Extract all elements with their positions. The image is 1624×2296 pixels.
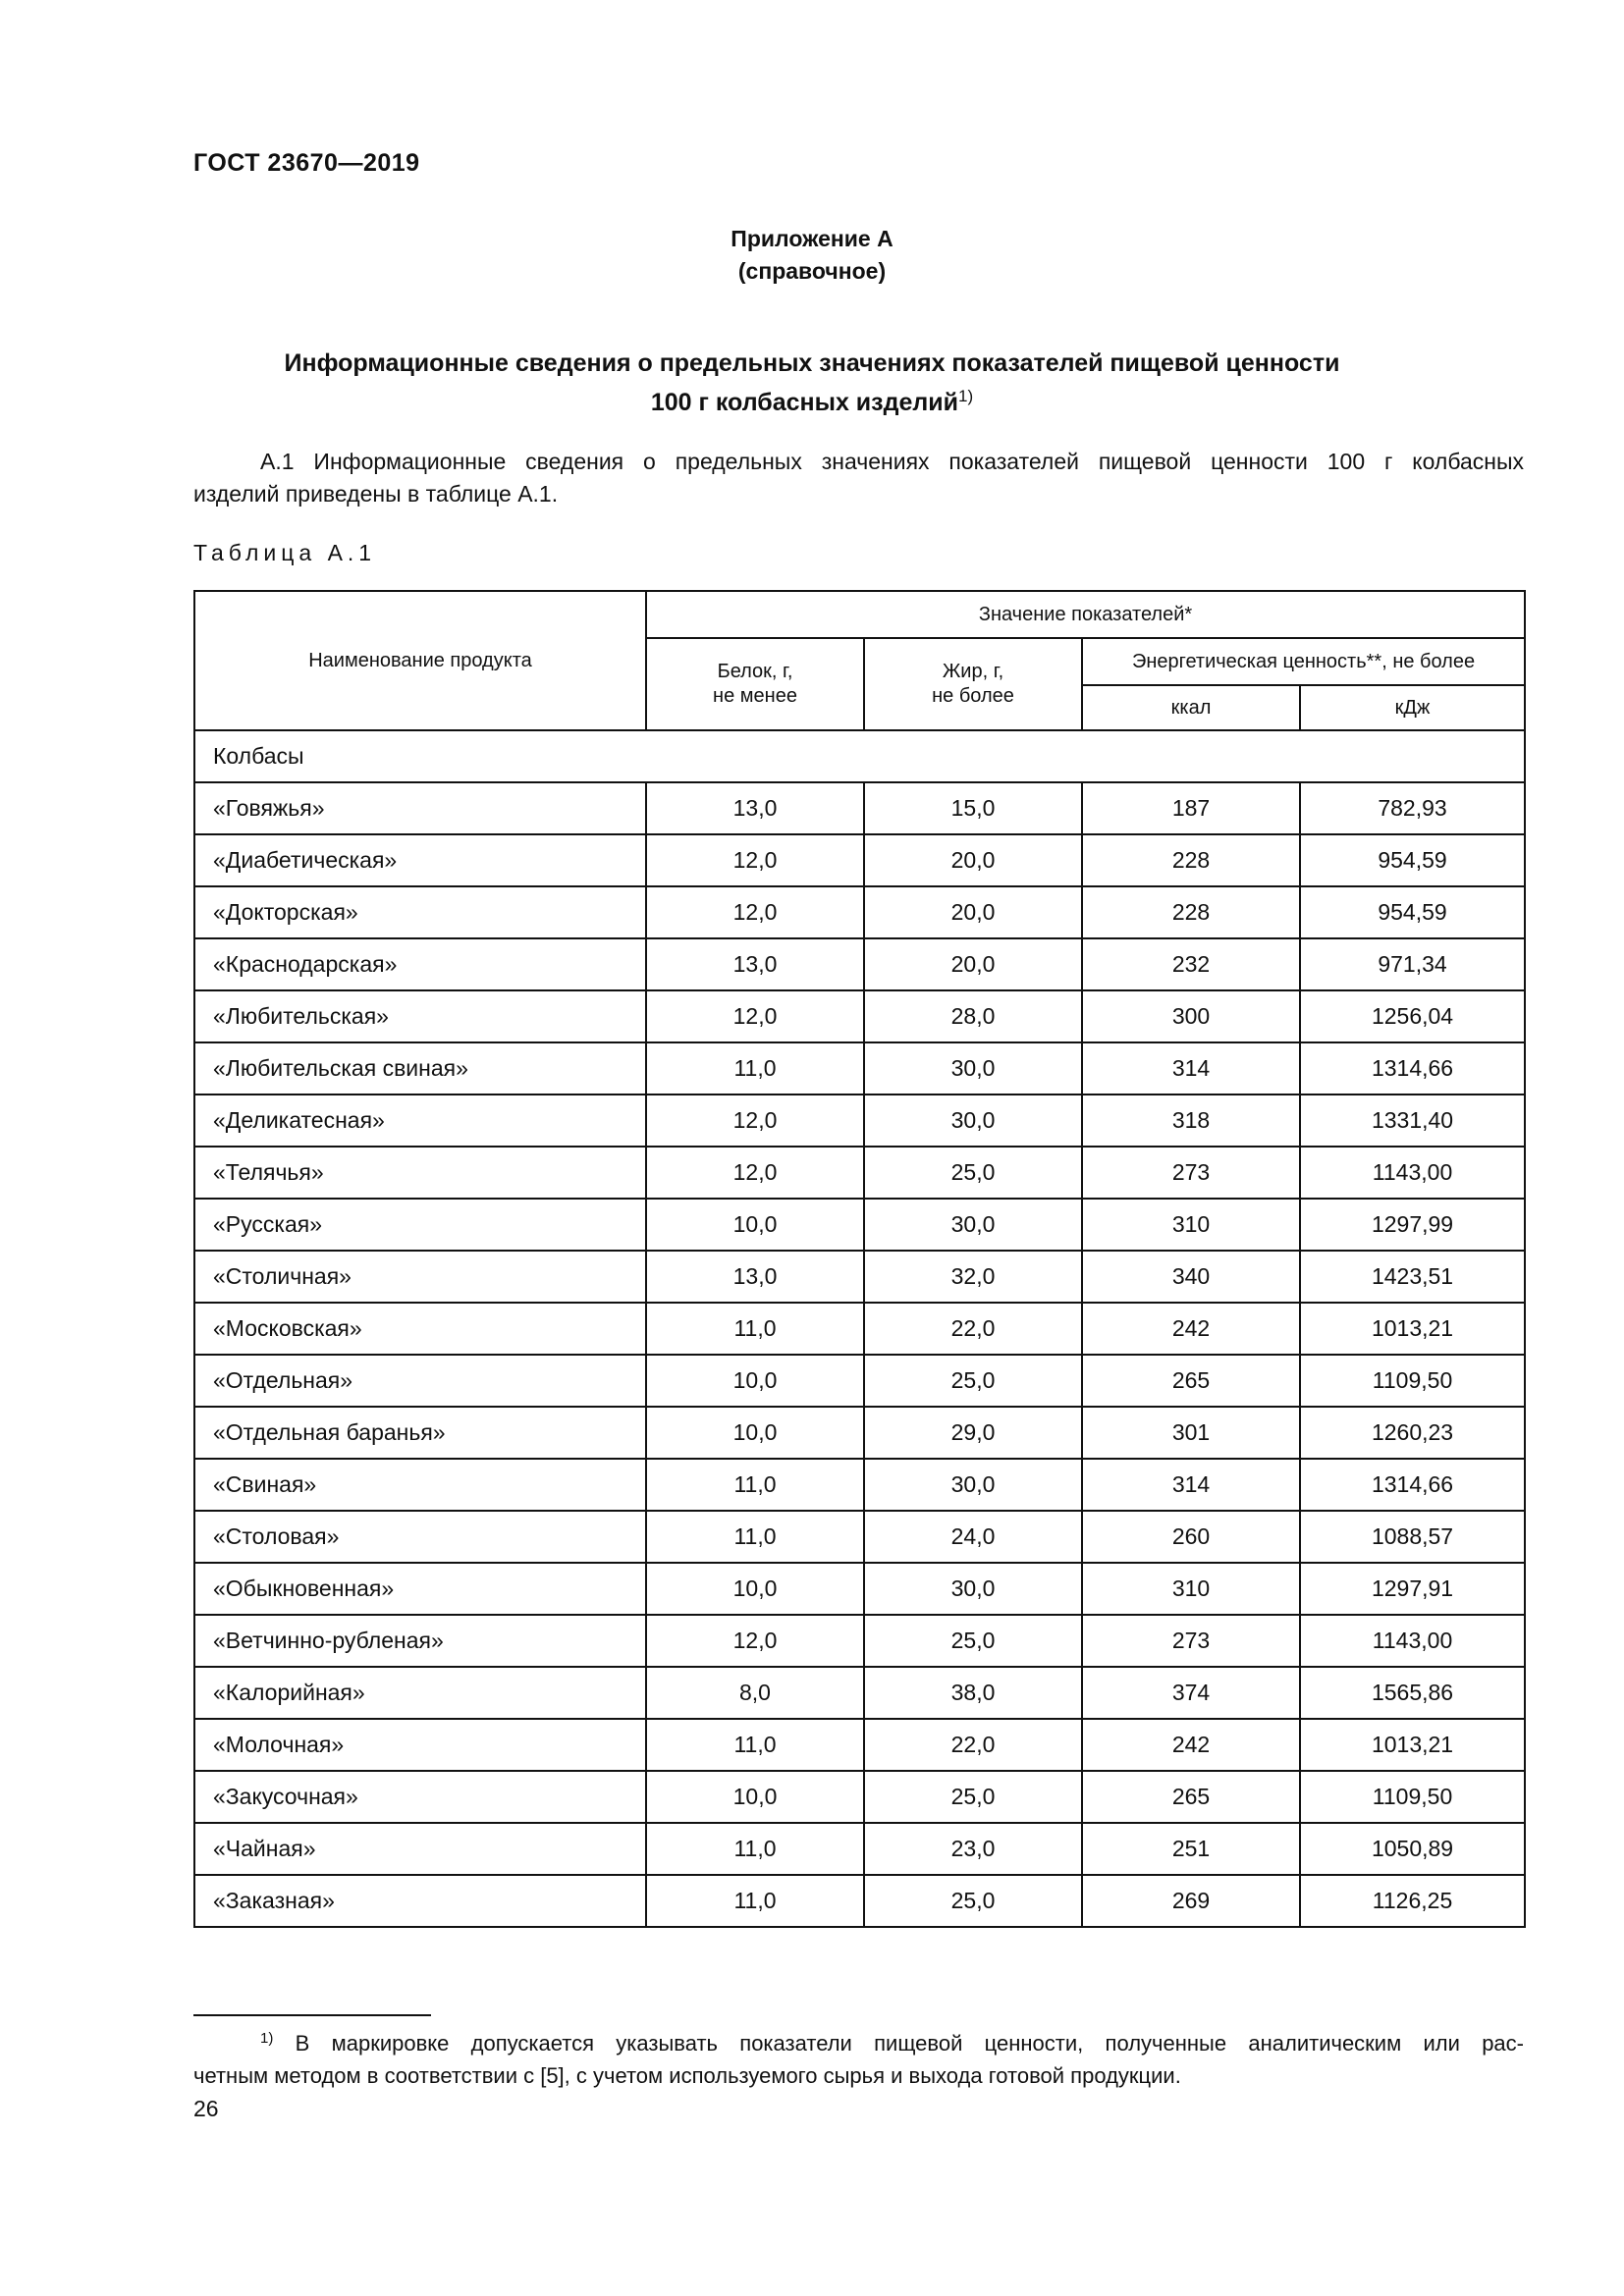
kcal-cell: 187 <box>1082 782 1300 834</box>
fat-cell: 25,0 <box>864 1615 1082 1667</box>
heading-text: 100 г колбасных изделий <box>650 389 958 416</box>
table-row <box>194 1251 1525 1303</box>
product-name-cell: «Обыкновенная» <box>194 1563 646 1615</box>
protein-cell: 12,0 <box>646 886 864 938</box>
table-row <box>194 1459 1525 1511</box>
table-row <box>194 1667 1525 1719</box>
product-name-cell: «Заказная» <box>194 1875 646 1927</box>
document-code: ГОСТ 23670—2019 <box>193 149 420 177</box>
product-name-cell: «Столичная» <box>194 1251 646 1303</box>
product-name-cell: «Закусочная» <box>194 1771 646 1823</box>
kj-cell: 1050,89 <box>1300 1823 1525 1875</box>
protein-cell: 11,0 <box>646 1875 864 1927</box>
footnote-line1 <box>193 2022 1524 2059</box>
kcal-cell: 310 <box>1082 1199 1300 1251</box>
kj-cell: 1314,66 <box>1300 1042 1525 1095</box>
product-name-cell: «Краснодарская» <box>194 938 646 990</box>
kj-cell: 971,34 <box>1300 938 1525 990</box>
fat-cell: 20,0 <box>864 938 1082 990</box>
kcal-cell: 314 <box>1082 1459 1300 1511</box>
protein-cell: 11,0 <box>646 1459 864 1511</box>
kj-cell: 1109,50 <box>1300 1355 1525 1407</box>
appendix-title: Приложение А <box>731 226 893 251</box>
footnote-mark: 1) <box>260 2030 274 2047</box>
kj-cell: 1423,51 <box>1300 1251 1525 1303</box>
fat-cell: 32,0 <box>864 1251 1082 1303</box>
product-name-cell: «Диабетическая» <box>194 834 646 886</box>
table-row <box>194 1511 1525 1563</box>
header-protein: Белок, г, не менее <box>646 638 864 730</box>
product-name-cell: «Говяжья» <box>194 782 646 834</box>
appendix-type: (справочное) <box>737 258 887 284</box>
protein-cell: 8,0 <box>646 1667 864 1719</box>
fat-cell: 30,0 <box>864 1042 1082 1095</box>
protein-cell: 12,0 <box>646 834 864 886</box>
footnote-line2: четным методом в соответствии с [5], с учетом используемого сырья и выхода готовой продукции. <box>193 2063 1181 2088</box>
fat-cell: 25,0 <box>864 1355 1082 1407</box>
product-name-cell: «Телячья» <box>194 1147 646 1199</box>
kj-cell: 1126,25 <box>1300 1875 1525 1927</box>
kj-cell: 954,59 <box>1300 834 1525 886</box>
fat-cell: 30,0 <box>864 1199 1082 1251</box>
product-name-cell: «Отдельная баранья» <box>194 1407 646 1459</box>
table-row <box>194 1823 1525 1875</box>
kj-cell: 782,93 <box>1300 782 1525 834</box>
table-row <box>194 886 1525 938</box>
fat-cell: 20,0 <box>864 834 1082 886</box>
protein-cell: 12,0 <box>646 1147 864 1199</box>
kcal-cell: 310 <box>1082 1563 1300 1615</box>
product-name-cell: «Калорийная» <box>194 1667 646 1719</box>
table-row <box>194 834 1525 886</box>
appendix-heading-line2 <box>0 380 1624 419</box>
kcal-cell: 318 <box>1082 1095 1300 1147</box>
footnote <box>193 2022 1524 2092</box>
kcal-cell: 269 <box>1082 1875 1300 1927</box>
kj-cell: 1109,50 <box>1300 1771 1525 1823</box>
protein-cell: 12,0 <box>646 1615 864 1667</box>
table-row <box>194 1719 1525 1771</box>
kcal-cell: 228 <box>1082 834 1300 886</box>
footnote-text-line1: В маркировке допускается указывать показатели пищевой ценности, полученные аналитическим или рас- <box>295 2031 1524 2056</box>
protein-cell: 10,0 <box>646 1407 864 1459</box>
product-name-cell: «Чайная» <box>194 1823 646 1875</box>
appendix-heading-line1: Информационные сведения о предельных значениях показателей пищевой ценности <box>284 349 1340 377</box>
section-title: Колбасы <box>194 730 1525 782</box>
fat-cell: 29,0 <box>864 1407 1082 1459</box>
kcal-cell: 265 <box>1082 1355 1300 1407</box>
protein-cell: 11,0 <box>646 1042 864 1095</box>
table-row <box>194 938 1525 990</box>
kj-cell: 1256,04 <box>1300 990 1525 1042</box>
fat-cell: 22,0 <box>864 1303 1082 1355</box>
kj-cell: 1013,21 <box>1300 1719 1525 1771</box>
product-name-cell: «Русская» <box>194 1199 646 1251</box>
protein-cell: 10,0 <box>646 1771 864 1823</box>
table-row <box>194 1147 1525 1199</box>
kcal-cell: 374 <box>1082 1667 1300 1719</box>
kcal-cell: 300 <box>1082 990 1300 1042</box>
kcal-cell: 273 <box>1082 1615 1300 1667</box>
header-energy: Энергетическая ценность**, не более <box>1082 638 1525 685</box>
table-row <box>194 1875 1525 1927</box>
fat-cell: 24,0 <box>864 1511 1082 1563</box>
table-row <box>194 1095 1525 1147</box>
protein-cell: 11,0 <box>646 1823 864 1875</box>
header-fat: Жир, г, не более <box>864 638 1082 730</box>
fat-cell: 15,0 <box>864 782 1082 834</box>
product-name-cell: «Столовая» <box>194 1511 646 1563</box>
table-row <box>194 1355 1525 1407</box>
product-name-cell: «Отдельная» <box>194 1355 646 1407</box>
table-row <box>194 1199 1525 1251</box>
fat-cell: 38,0 <box>864 1667 1082 1719</box>
protein-cell: 13,0 <box>646 938 864 990</box>
kj-cell: 1013,21 <box>1300 1303 1525 1355</box>
table-row <box>194 782 1525 834</box>
protein-cell: 13,0 <box>646 782 864 834</box>
product-name-cell: «Свиная» <box>194 1459 646 1511</box>
table-row <box>194 1615 1525 1667</box>
table-row <box>194 1303 1525 1355</box>
fat-cell: 30,0 <box>864 1563 1082 1615</box>
product-name-cell: «Молочная» <box>194 1719 646 1771</box>
fat-cell: 30,0 <box>864 1095 1082 1147</box>
kj-cell: 1260,23 <box>1300 1407 1525 1459</box>
nutrition-table <box>193 590 1526 1928</box>
protein-cell: 11,0 <box>646 1511 864 1563</box>
kj-cell: 1331,40 <box>1300 1095 1525 1147</box>
kcal-cell: 242 <box>1082 1719 1300 1771</box>
kcal-cell: 273 <box>1082 1147 1300 1199</box>
product-name-cell: «Любительская свиная» <box>194 1042 646 1095</box>
fat-cell: 20,0 <box>864 886 1082 938</box>
kcal-cell: 228 <box>1082 886 1300 938</box>
fat-cell: 23,0 <box>864 1823 1082 1875</box>
protein-cell: 12,0 <box>646 990 864 1042</box>
protein-cell: 10,0 <box>646 1563 864 1615</box>
protein-cell: 13,0 <box>646 1251 864 1303</box>
protein-cell: 11,0 <box>646 1303 864 1355</box>
protein-cell: 11,0 <box>646 1719 864 1771</box>
kcal-cell: 340 <box>1082 1251 1300 1303</box>
kcal-cell: 251 <box>1082 1823 1300 1875</box>
fat-cell: 22,0 <box>864 1719 1082 1771</box>
kj-cell: 954,59 <box>1300 886 1525 938</box>
intro-paragraph-line1: А.1 Информационные сведения о предельных значениях показателей пищевой ценности 100 г колбасных <box>260 449 1524 474</box>
protein-cell: 12,0 <box>646 1095 864 1147</box>
kcal-cell: 314 <box>1082 1042 1300 1095</box>
table-row <box>194 1407 1525 1459</box>
product-name-cell: «Любительская» <box>194 990 646 1042</box>
kcal-cell: 265 <box>1082 1771 1300 1823</box>
protein-cell: 10,0 <box>646 1355 864 1407</box>
table-row <box>194 1563 1525 1615</box>
table-row <box>194 1771 1525 1823</box>
fat-cell: 25,0 <box>864 1147 1082 1199</box>
fat-cell: 28,0 <box>864 990 1082 1042</box>
footnote-divider <box>193 2014 431 2016</box>
kj-cell: 1314,66 <box>1300 1459 1525 1511</box>
kj-cell: 1143,00 <box>1300 1147 1525 1199</box>
product-name-cell: «Ветчинно-рубленая» <box>194 1615 646 1667</box>
fat-cell: 30,0 <box>864 1459 1082 1511</box>
product-name-cell: «Московская» <box>194 1303 646 1355</box>
header-kcal: ккал <box>1082 685 1300 730</box>
kcal-cell: 232 <box>1082 938 1300 990</box>
header-kj: кДж <box>1300 685 1525 730</box>
kcal-cell: 242 <box>1082 1303 1300 1355</box>
kj-cell: 1297,91 <box>1300 1563 1525 1615</box>
table-caption: Таблица А.1 <box>193 540 377 565</box>
product-name-cell: «Деликатесная» <box>194 1095 646 1147</box>
kcal-cell: 301 <box>1082 1407 1300 1459</box>
kj-cell: 1143,00 <box>1300 1615 1525 1667</box>
kj-cell: 1297,99 <box>1300 1199 1525 1251</box>
table-row <box>194 1042 1525 1095</box>
header-indicators: Значение показателей* <box>646 591 1525 638</box>
kcal-cell: 260 <box>1082 1511 1300 1563</box>
product-name-cell: «Докторская» <box>194 886 646 938</box>
header-product-name: Наименование продукта <box>194 591 646 730</box>
intro-paragraph-line2: изделий приведены в таблице А.1. <box>193 481 559 507</box>
protein-cell: 10,0 <box>646 1199 864 1251</box>
heading-footnote-mark: 1) <box>958 387 974 405</box>
fat-cell: 25,0 <box>864 1875 1082 1927</box>
fat-cell: 25,0 <box>864 1771 1082 1823</box>
table-row <box>194 990 1525 1042</box>
page-number: 26 <box>193 2096 219 2121</box>
kj-cell: 1088,57 <box>1300 1511 1525 1563</box>
kj-cell: 1565,86 <box>1300 1667 1525 1719</box>
